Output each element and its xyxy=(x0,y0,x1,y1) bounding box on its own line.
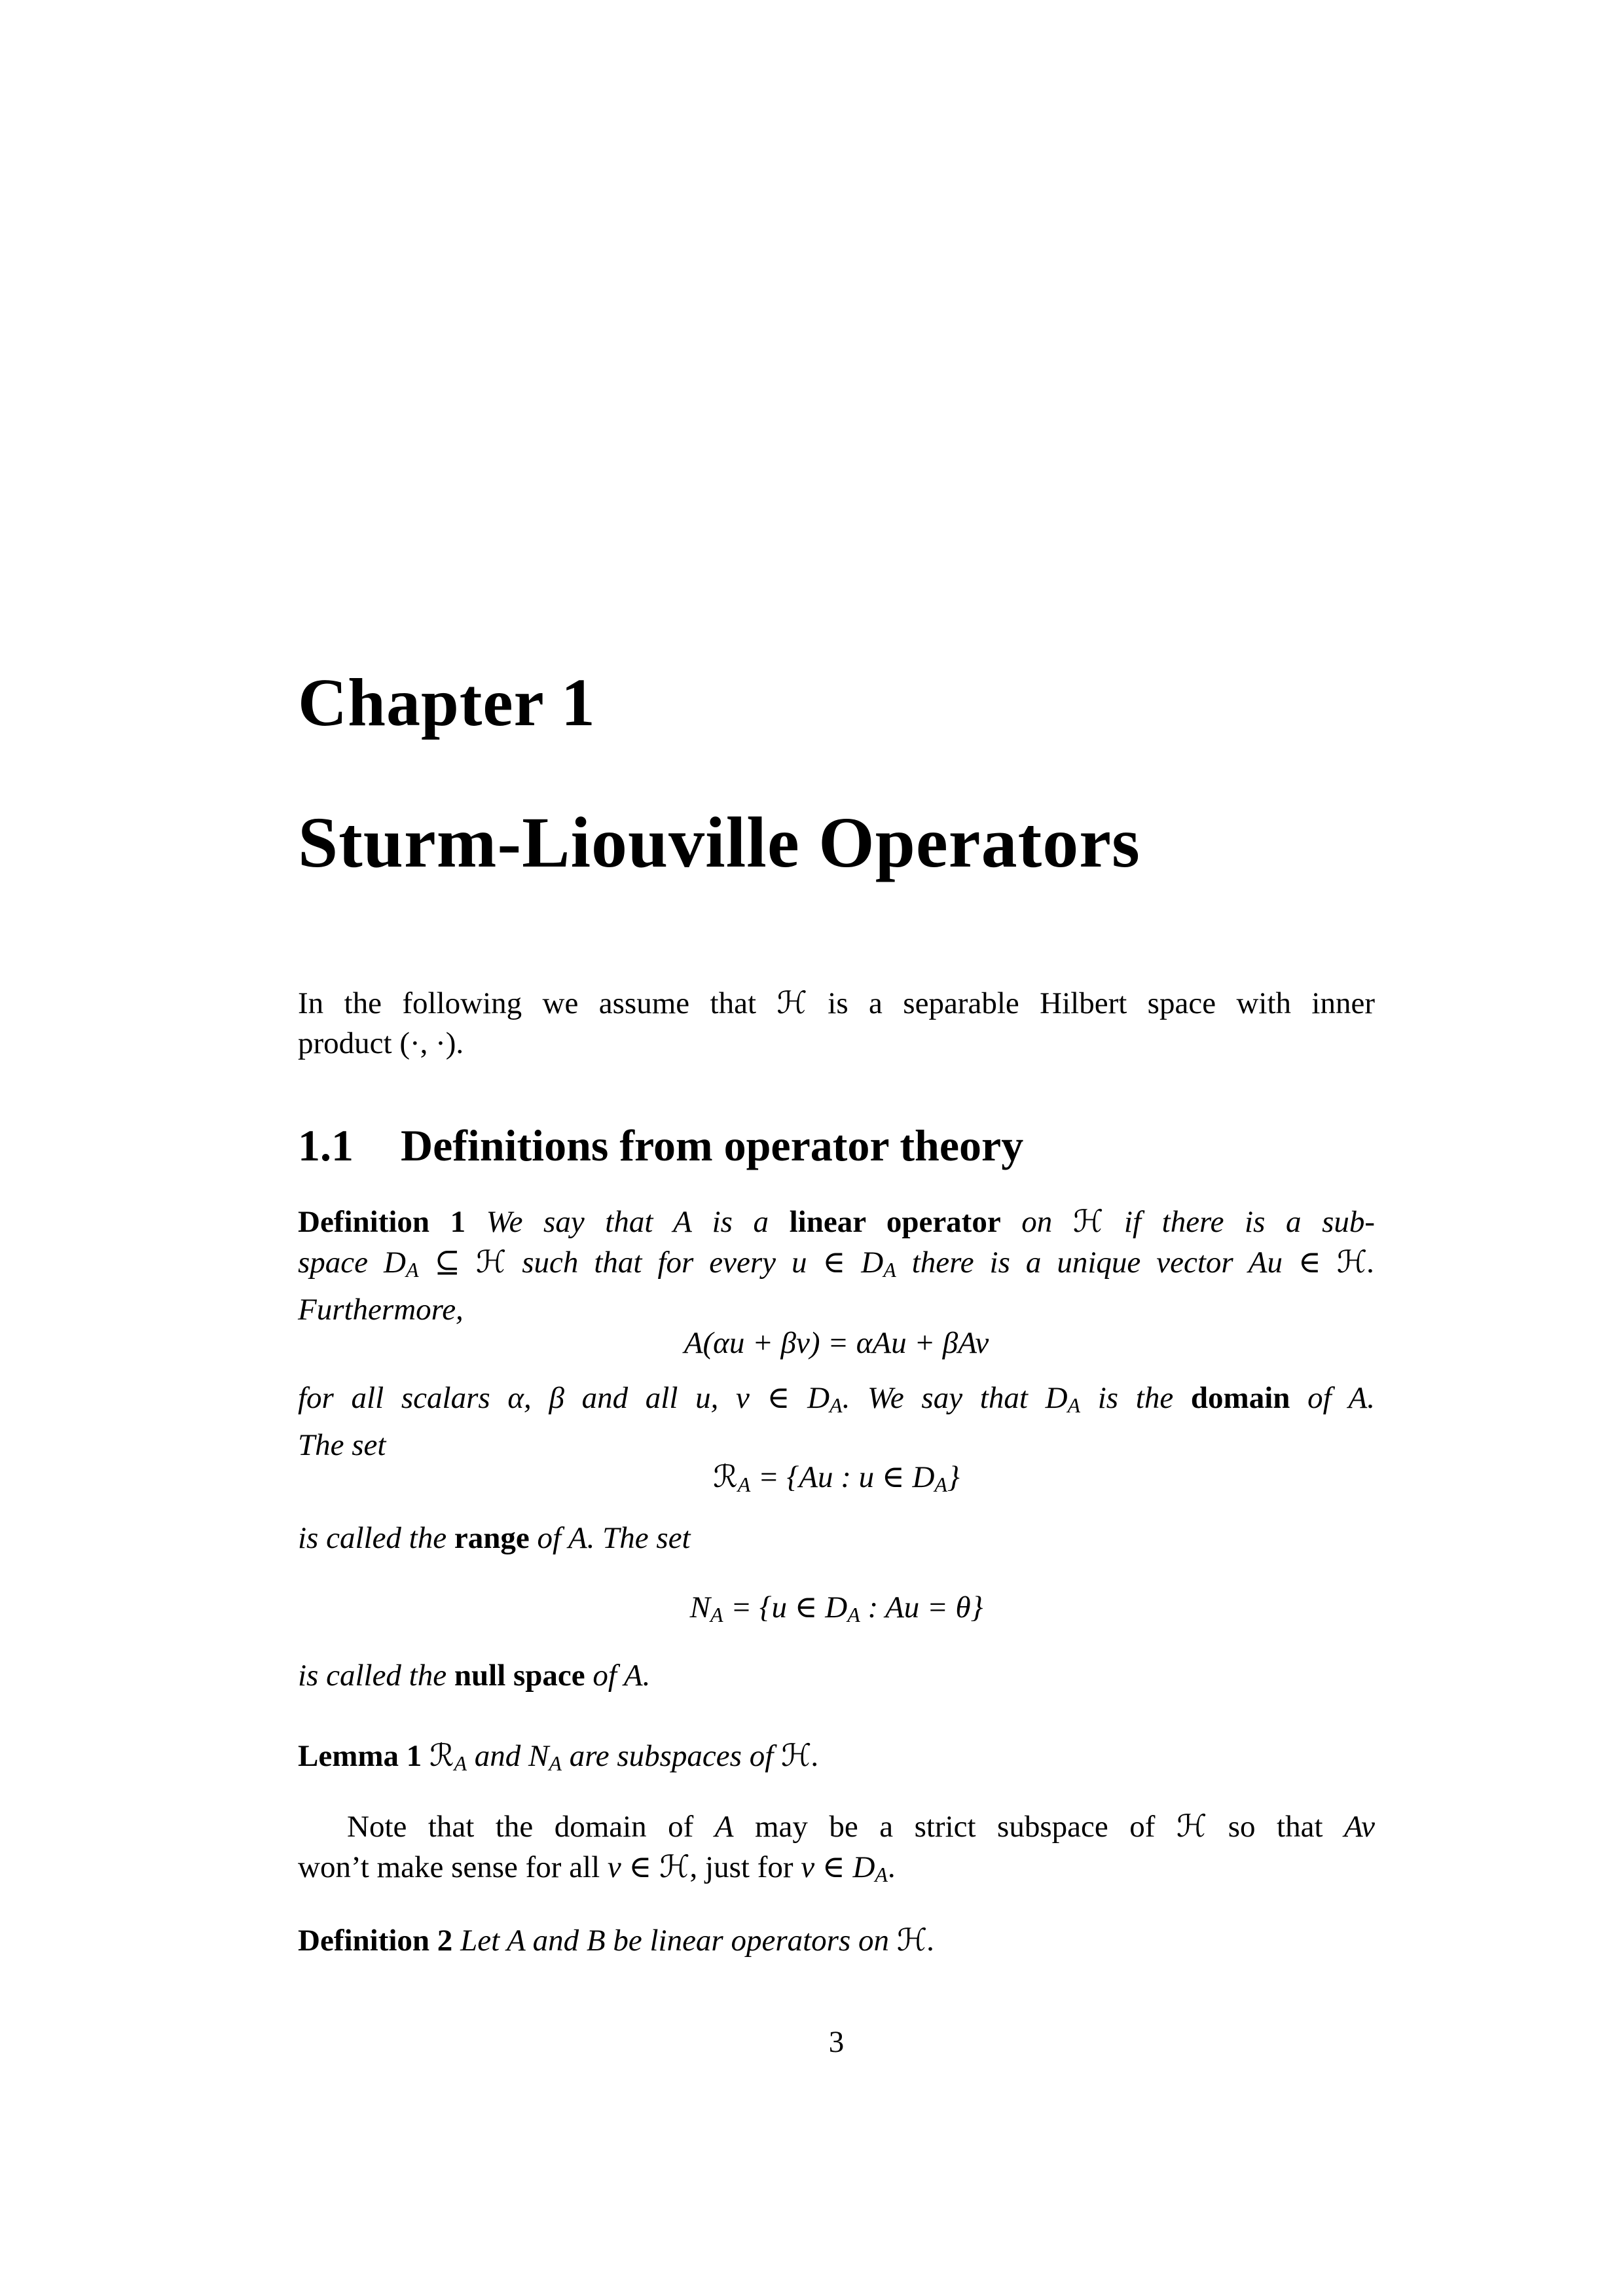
subscript-A: A xyxy=(737,1473,751,1497)
definition-1-text-1: We say that A is a xyxy=(465,1205,790,1239)
term-linear-operator: linear operator xyxy=(789,1205,1001,1239)
equation-range-text-1: = {Au : u ∈ D xyxy=(750,1460,935,1494)
script-H-symbol: ℋ xyxy=(659,1849,690,1885)
chapter-number-heading: Chapter 1 xyxy=(298,665,596,740)
term-domain: domain xyxy=(1190,1381,1290,1415)
script-H-symbol: ℋ xyxy=(781,1738,812,1774)
paragraph-note-line-1 xyxy=(298,1806,1375,1847)
note-text-3: so that xyxy=(1207,1810,1344,1844)
equation-range xyxy=(298,1457,1375,1505)
definition-2-text-1: Let A and B be linear operators on xyxy=(452,1924,897,1958)
intro-text-2: is a separable Hilbert space with inner xyxy=(807,986,1375,1020)
equation-range-text-2: } xyxy=(947,1460,960,1494)
definition-2 xyxy=(298,1920,1375,1961)
paragraph-domain-text-5: The set xyxy=(298,1428,386,1463)
math-var-v: v xyxy=(801,1850,815,1884)
paragraph-note xyxy=(298,1806,1375,1895)
definition-1-text-5: such that for every u ∈ D xyxy=(506,1246,884,1280)
chapter-title: Sturm-Liouville Operators xyxy=(298,802,1140,882)
script-H-symbol: ℋ xyxy=(1176,1808,1207,1844)
lemma-1-label: Lemma 1 xyxy=(298,1739,422,1773)
subscript-A: A xyxy=(710,1604,723,1627)
subscript-A: A xyxy=(549,1752,562,1776)
intro-paragraph xyxy=(298,983,1375,1064)
equation-nullspace-text-2: : Au = θ} xyxy=(860,1590,983,1624)
paragraph-range xyxy=(298,1518,1375,1558)
definition-1-text-7: . xyxy=(1367,1246,1375,1280)
lemma-1-text-3: . xyxy=(811,1739,820,1773)
note-text-2: may be a strict subspace of xyxy=(733,1810,1176,1844)
definition-1-text-3: if there is a sub- xyxy=(1103,1205,1376,1239)
equation-linearity xyxy=(298,1323,1375,1363)
script-H-symbol: ℋ xyxy=(896,1922,928,1958)
paragraph-range-text-1: is called the xyxy=(298,1521,454,1555)
note-text-5: , just for xyxy=(689,1850,801,1884)
section-title: Definitions from operator theory xyxy=(401,1121,1024,1170)
term-range: range xyxy=(454,1521,530,1555)
page-number: 3 xyxy=(828,2025,845,2059)
element-of-symbol: ∈ xyxy=(621,1850,660,1884)
math-var-D: D xyxy=(852,1850,875,1884)
paragraph-nullspace-text-1: is called the xyxy=(298,1659,454,1693)
script-R-symbol: ℛ xyxy=(429,1738,454,1774)
note-text-7: . xyxy=(887,1850,896,1884)
note-text-1: Note that the domain of xyxy=(347,1810,715,1844)
definition-1-text-6: there is a unique vector Au ∈ xyxy=(896,1246,1337,1280)
definition-2-text-2: . xyxy=(927,1924,935,1958)
paragraph-range-text-2: of A. The set xyxy=(529,1521,691,1555)
paragraph-domain-line-1 xyxy=(298,1378,1375,1426)
intro-line-2 xyxy=(298,1024,1375,1064)
script-N-symbol: N xyxy=(689,1590,710,1624)
paragraph-note-line-2 xyxy=(298,1847,1375,1895)
definition-1-line-2 xyxy=(298,1242,1375,1290)
intro-text-3: product (·, ·). xyxy=(298,1026,464,1060)
intro-line-1 xyxy=(298,983,1375,1024)
subset-symbol: ⊆ xyxy=(418,1246,476,1280)
intro-text-1: In the following we assume that xyxy=(298,986,777,1020)
definition-2-label: Definition 2 xyxy=(298,1924,453,1958)
script-H-symbol: ℋ xyxy=(1072,1204,1104,1240)
paragraph-nullspace-text-2: of A. xyxy=(585,1659,651,1693)
definition-1-text-4: space D xyxy=(298,1246,406,1280)
math-var-A: A xyxy=(714,1810,734,1844)
script-H-symbol: ℋ xyxy=(475,1244,507,1280)
math-var-Av: Av xyxy=(1344,1810,1375,1844)
definition-1-label: Definition 1 xyxy=(298,1205,466,1239)
note-text-6: ∈ xyxy=(814,1850,853,1884)
subscript-A: A xyxy=(405,1259,419,1282)
subscript-A: A xyxy=(454,1752,467,1776)
definition-1-text-8: Furthermore, xyxy=(298,1293,464,1327)
section-number: 1.1 xyxy=(298,1121,354,1170)
paragraph-domain-text-3: is the xyxy=(1080,1381,1191,1415)
subscript-A: A xyxy=(847,1604,860,1627)
definition-1 xyxy=(298,1202,1375,1330)
script-H-symbol: ℋ xyxy=(776,985,807,1021)
lemma-1-space xyxy=(422,1739,429,1773)
lemma-1 xyxy=(298,1736,1375,1784)
equation-linearity-text: A(αu + βv) = αAu + βAv xyxy=(684,1326,989,1360)
section-heading xyxy=(298,1120,1375,1171)
equation-nullspace-text-1: = {u ∈ D xyxy=(723,1590,848,1624)
subscript-A: A xyxy=(934,1473,947,1497)
definition-1-text-2: on xyxy=(1000,1205,1073,1239)
script-H-symbol: ℋ xyxy=(1336,1244,1368,1280)
note-text-4: won’t make sense for all xyxy=(298,1850,608,1884)
definition-1-line-1 xyxy=(298,1202,1375,1242)
subscript-A: A xyxy=(875,1863,888,1887)
paragraph-domain-text-1: for all scalars α, β and all u, v ∈ D xyxy=(298,1381,830,1415)
math-var-v: v xyxy=(607,1850,621,1884)
subscript-A: A xyxy=(1067,1394,1081,1418)
lemma-1-text-1: and N xyxy=(467,1739,549,1773)
paragraph-domain-text-4: of A. xyxy=(1290,1381,1375,1415)
paragraph-domain xyxy=(298,1378,1375,1465)
equation-nullspace xyxy=(298,1588,1375,1635)
term-null-space: null space xyxy=(454,1659,585,1693)
script-R-symbol: ℛ xyxy=(713,1459,738,1495)
paragraph-nullspace xyxy=(298,1656,1375,1696)
lemma-1-text-2: are subspaces of xyxy=(561,1739,781,1773)
subscript-A: A xyxy=(883,1259,896,1282)
paragraph-domain-text-2: . We say that D xyxy=(842,1381,1068,1415)
subscript-A: A xyxy=(830,1394,843,1418)
